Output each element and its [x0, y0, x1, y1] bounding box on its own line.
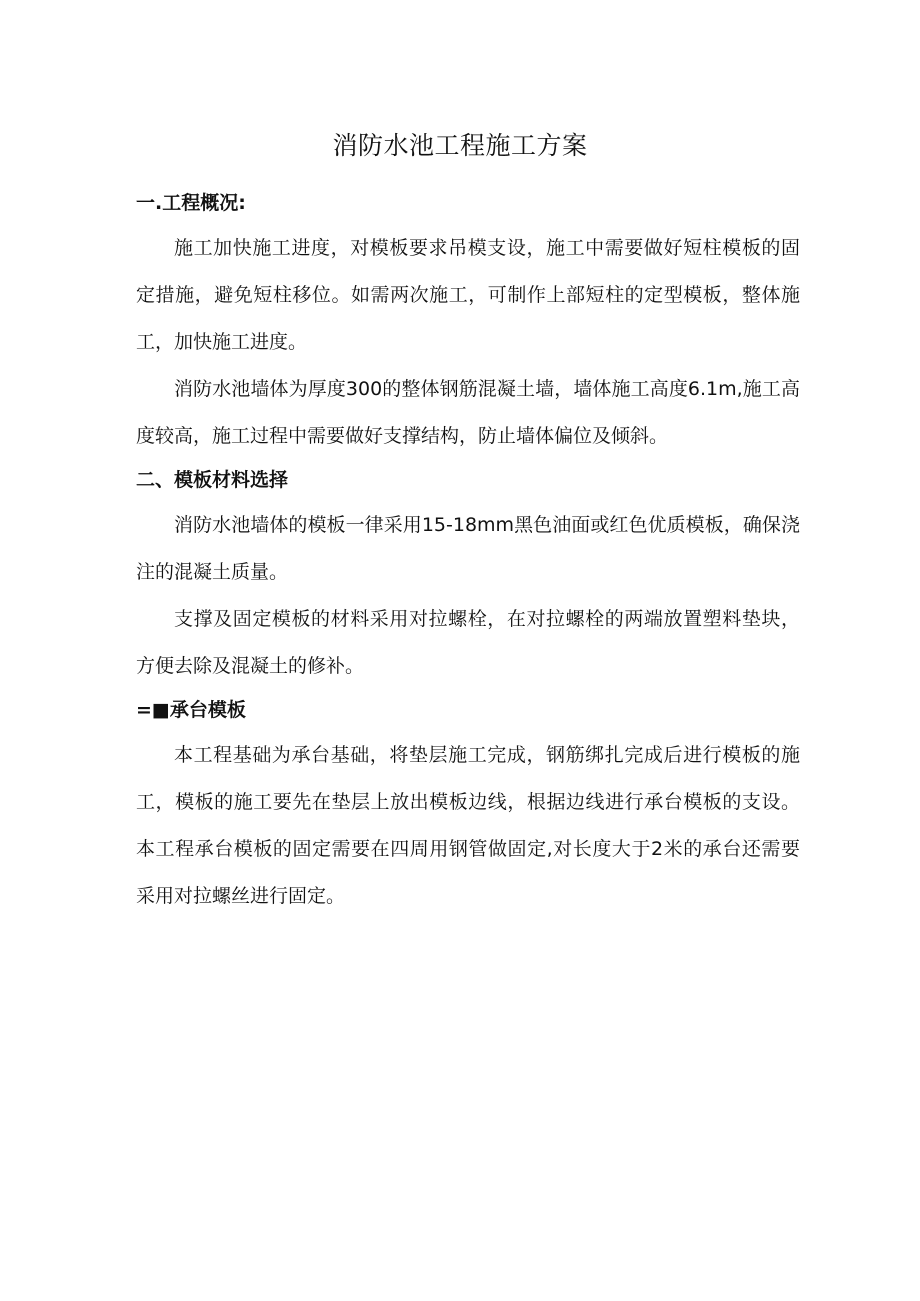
- paragraph-pile-cap-formwork-1: 本工程基础为承台基础，将垫层施工完成，钢筋绑扎完成后进行模板的施工，模板的施工要先在垫层上放出模板边线，根据边线进行承台模板的支设。本工程承台模板的固定需要在四周用钢管做固定,对长度大于2米的承台还需要采用对拉螺丝进行固定。: [136, 744, 800, 907]
- section-heading-formwork-material: 二、模板材料选择: [136, 469, 289, 491]
- section-heading-overview: 一.工程概况:: [136, 192, 246, 214]
- document-body: [136, 185, 800, 920]
- paragraph-overview-2: 消防水池墙体为厚度300的整体钢筋混凝土墙，墙体施工高度6.1m,施工高度较高，施工过程中需要做好支撑结构，防止墙体偏位及倾斜。: [136, 378, 800, 447]
- section-formwork-material: [136, 462, 800, 690]
- section-overview: [136, 185, 800, 460]
- paragraph-formwork-material-1: 消防水池墙体的模板一律采用15-18mm黑色油面或红色优质模板，确保浇注的混凝土质量。: [136, 514, 800, 583]
- paragraph-overview-1: 施工加快施工进度，对模板要求吊模支设，施工中需要做好短柱模板的固定措施，避免短柱移位。如需两次施工，可制作上部短柱的定型模板，整体施工，加快施工进度。: [136, 237, 800, 353]
- paragraph-formwork-material-2: 支撑及固定模板的材料采用对拉螺栓，在对拉螺栓的两端放置塑料垫块，方便去除及混凝土的修补。: [136, 608, 800, 677]
- document-title: 消防水池工程施工方案: [332, 131, 588, 160]
- section-heading-pile-cap-formwork: =■承台模板: [136, 699, 246, 721]
- section-pile-cap-formwork: [136, 692, 800, 920]
